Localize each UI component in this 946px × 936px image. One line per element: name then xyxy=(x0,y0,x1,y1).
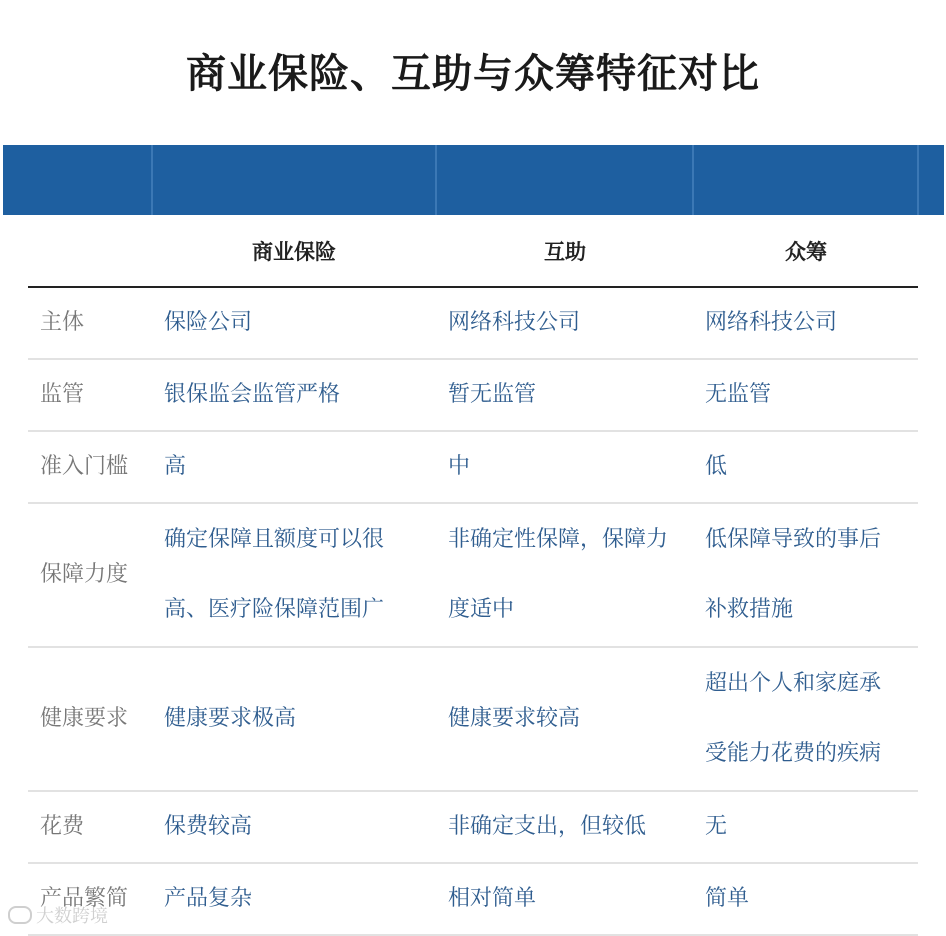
row-label xyxy=(40,648,160,790)
table-cell xyxy=(448,648,688,790)
table-cell xyxy=(705,504,915,646)
table-cell xyxy=(448,864,688,934)
cell-text: 超出个人和家庭承 xyxy=(705,671,882,696)
cell-text: 健康要求极高 xyxy=(164,706,297,731)
row-label-text: 产品繁简 xyxy=(40,886,129,911)
cell-text: 网络科技公司 xyxy=(705,310,838,335)
row-label xyxy=(40,360,160,430)
table-cell xyxy=(705,792,915,862)
table-cell xyxy=(164,360,424,430)
table-cell xyxy=(448,792,688,862)
cell-text: 高 xyxy=(164,454,187,479)
band-divider xyxy=(692,145,694,215)
table-cell xyxy=(448,432,688,502)
watermark xyxy=(8,902,108,928)
cell-text: 非确定支出，但较低 xyxy=(448,814,647,839)
table-cell xyxy=(164,648,424,790)
table-cell xyxy=(164,432,424,502)
row-label-text: 监管 xyxy=(40,382,85,407)
row-label-text: 花费 xyxy=(40,814,85,839)
table-cell xyxy=(705,288,915,358)
table-cell xyxy=(164,504,424,646)
row-label xyxy=(40,288,160,358)
table-cell xyxy=(448,360,688,430)
cell-text: 低保障导致的事后 xyxy=(705,527,882,552)
row-label-text: 保障力度 xyxy=(40,562,129,587)
row-label xyxy=(40,432,160,502)
cell-text: 受能力花费的疾病 xyxy=(705,741,882,766)
table-cell xyxy=(164,792,424,862)
table-header-row xyxy=(28,216,918,288)
cell-text: 保费较高 xyxy=(164,814,253,839)
table-cell xyxy=(448,288,688,358)
cell-text: 暂无监管 xyxy=(448,382,537,407)
header-band xyxy=(3,145,944,215)
row-label-text: 准入门槛 xyxy=(40,454,129,479)
page-title: 商业保险、互助与众筹特征对比 xyxy=(186,51,760,97)
cell-text: 无监管 xyxy=(705,382,772,407)
cell-text: 高、医疗险保障范围广 xyxy=(164,597,385,622)
table-row xyxy=(28,864,918,936)
cell-text: 保险公司 xyxy=(164,310,253,335)
table-row xyxy=(28,792,918,864)
logo-icon xyxy=(8,906,32,924)
cell-text: 补救措施 xyxy=(705,597,794,622)
table-row xyxy=(28,432,918,504)
cell-text: 相对简单 xyxy=(448,886,537,911)
table-row xyxy=(28,360,918,432)
row-label xyxy=(40,504,160,646)
watermark-text: 大数跨境 xyxy=(36,906,108,927)
table-cell xyxy=(705,432,915,502)
cell-text: 简单 xyxy=(705,886,750,911)
row-label xyxy=(40,792,160,862)
column-header-text: 互助 xyxy=(544,240,586,264)
cell-text: 无 xyxy=(705,814,728,839)
cell-text: 低 xyxy=(705,454,728,479)
cell-text: 确定保障且额度可以很 xyxy=(164,527,385,552)
table-cell xyxy=(448,504,688,646)
cell-text: 非确定性保障，保障力 xyxy=(448,527,669,552)
table-cell xyxy=(164,864,424,934)
band-divider xyxy=(151,145,153,215)
band-divider xyxy=(917,145,919,215)
table-cell xyxy=(164,288,424,358)
table-cell xyxy=(705,648,915,790)
table-row xyxy=(28,288,918,360)
cell-text: 度适中 xyxy=(448,597,515,622)
table-cell xyxy=(705,864,915,934)
column-header-text: 商业保险 xyxy=(252,240,336,264)
band-divider xyxy=(435,145,437,215)
cell-text: 产品复杂 xyxy=(164,886,253,911)
cell-text: 中 xyxy=(448,454,471,479)
table-row xyxy=(28,504,918,648)
column-header-mutual xyxy=(436,216,694,286)
row-label-text: 主体 xyxy=(40,310,85,335)
table-row xyxy=(28,648,918,792)
column-header-commercial xyxy=(164,216,424,286)
column-header-crowdfunding xyxy=(694,216,918,286)
cell-text: 银保监会监管严格 xyxy=(164,382,341,407)
cell-text: 网络科技公司 xyxy=(448,310,581,335)
column-header-text: 众筹 xyxy=(785,240,827,264)
row-label-text: 健康要求 xyxy=(40,706,129,731)
cell-text: 健康要求较高 xyxy=(448,706,581,731)
table-cell xyxy=(705,360,915,430)
